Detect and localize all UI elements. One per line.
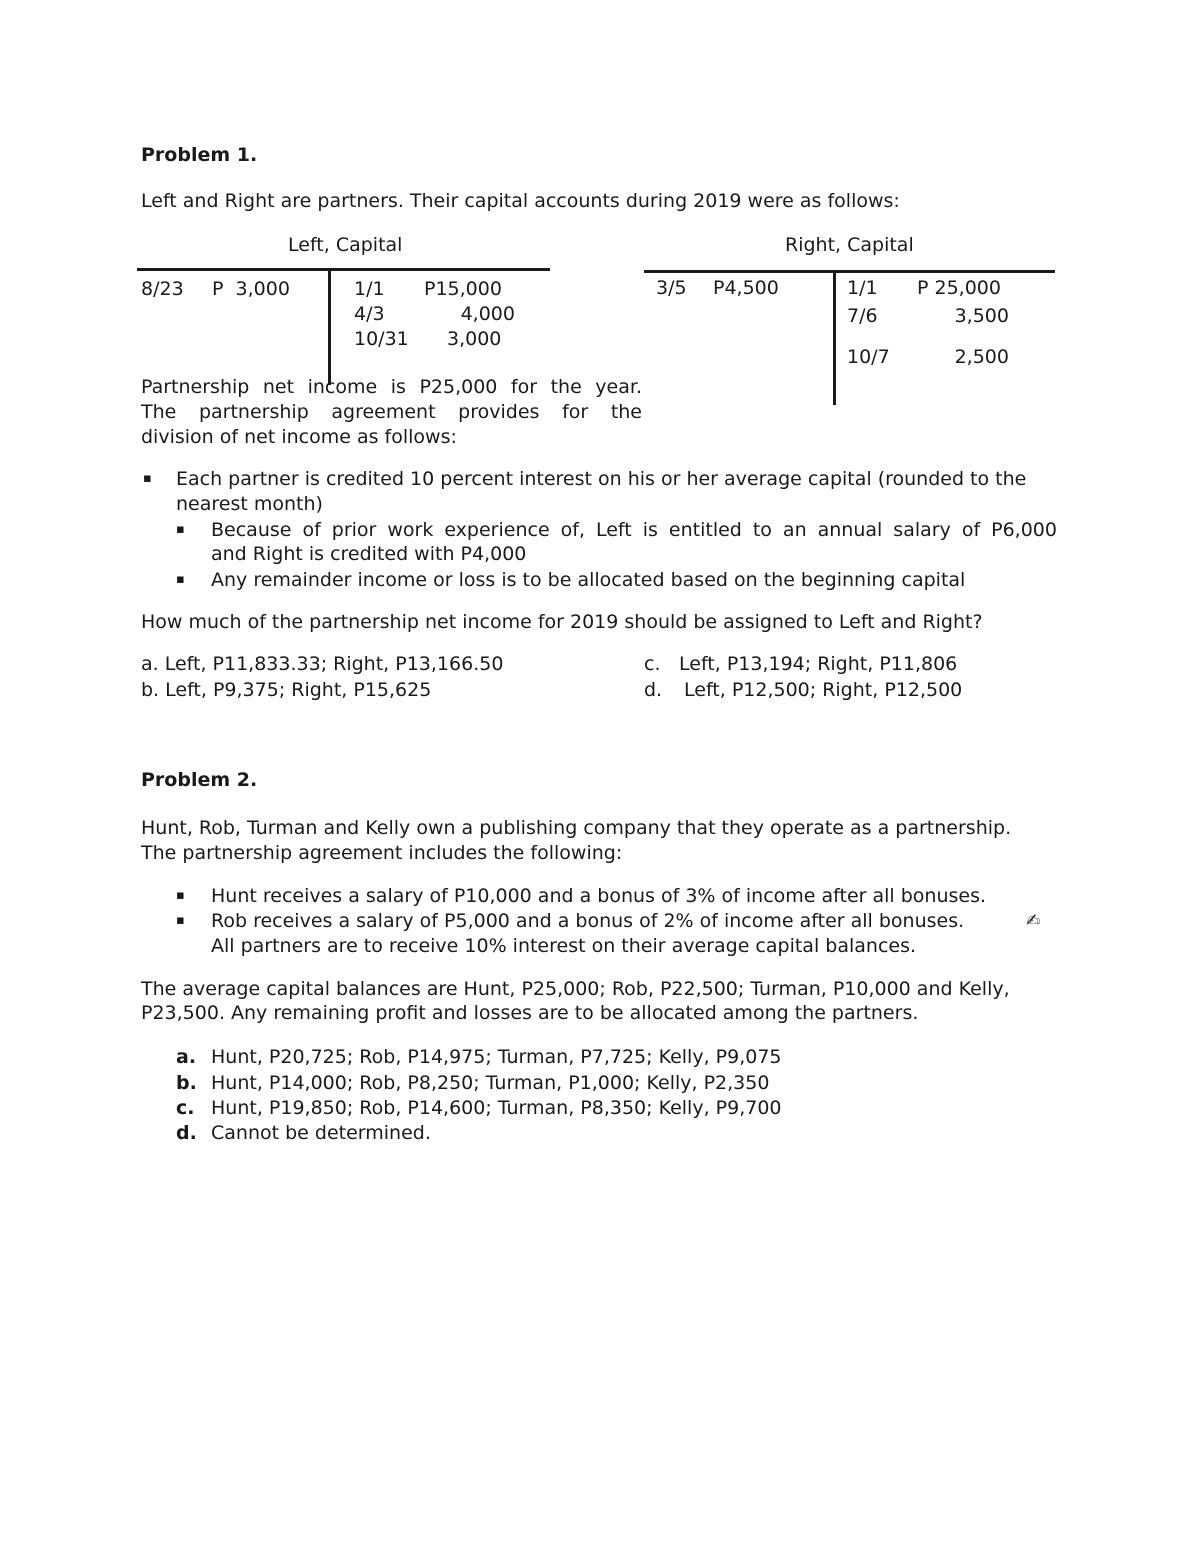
net-income-line: Partnership net income is P25,000 for the year.: [141, 376, 642, 398]
left-debit-amount: P 3,000: [212, 278, 290, 300]
problem2-choice-text: Hunt, P19,850; Rob, P14,600; Turman, P8,350; Kelly, P9,700: [211, 1097, 782, 1119]
right-account-title: Right, Capital: [785, 234, 914, 256]
right-credit-amount: 3,500: [954, 305, 1009, 327]
bullet-icon: ▪: [176, 913, 185, 928]
problem2-choice-letter: c.: [176, 1097, 195, 1119]
right-credit-amount: P 25,000: [917, 277, 1001, 299]
left-credit-date: 4/3: [354, 303, 385, 325]
problem2-title: Problem 2.: [141, 769, 258, 791]
problem1-choice-d-letter: d.: [644, 679, 663, 701]
right-debit-amount: P4,500: [713, 277, 779, 299]
problem1-bullet-text: nearest month): [176, 493, 323, 515]
problem1-title: Problem 1.: [141, 144, 258, 166]
bullet-icon: ▪: [143, 471, 152, 486]
left-credit-date: 10/31: [354, 328, 409, 350]
problem2-bullet-text: Hunt receives a salary of P10,000 and a bonus of 3% of income after all bonuses.: [211, 885, 987, 907]
right-credit-date: 1/1: [847, 277, 878, 299]
right-credit-date: 10/7: [847, 346, 890, 368]
problem1-bullet-text: and Right is credited with P4,000: [211, 543, 527, 565]
problem1-choice-c-letter: c.: [644, 653, 661, 675]
problem1-intro: Left and Right are partners. Their capital accounts during 2019 were as follows:: [141, 190, 900, 212]
problem2-balances: P23,500. Any remaining profit and losses are to be allocated among the partners.: [141, 1002, 919, 1024]
right-credit-date: 7/6: [847, 305, 878, 327]
left-credit-amount: 4,000: [460, 303, 515, 325]
pointing-hand-icon: ✍: [1026, 911, 1041, 931]
right-account-center-rule: [833, 272, 836, 405]
left-account-title: Left, Capital: [288, 234, 403, 256]
left-debit-date: 8/23: [141, 278, 184, 300]
problem2-bullet-text: All partners are to receive 10% interest on their average capital balances.: [211, 935, 917, 957]
problem1-bullet-text: Any remainder income or loss is to be allocated based on the beginning capital: [211, 569, 966, 591]
problem1-choice-a: a. Left, P11,833.33; Right, P13,166.50: [141, 653, 504, 675]
problem1-question: How much of the partnership net income for 2019 should be assigned to Left and Right?: [141, 611, 983, 633]
problem1-bullet-text: Each partner is credited 10 percent interest on his or her average capital (rounded to the: [176, 468, 1027, 490]
right-debit-date: 3/5: [656, 277, 687, 299]
left-account-top-rule: [137, 268, 550, 271]
bullet-icon: ▪: [176, 572, 185, 587]
problem2-intro: The partnership agreement includes the following:: [141, 842, 623, 864]
left-credit-amount: 3,000: [447, 328, 502, 350]
problem2-choice-letter: a.: [176, 1046, 197, 1068]
bullet-icon: ▪: [176, 522, 185, 537]
problem1-choice-d-text: Left, P12,500; Right, P12,500: [684, 679, 963, 701]
left-credit-date: 1/1: [354, 278, 385, 300]
problem2-choice-text: Hunt, P14,000; Rob, P8,250; Turman, P1,000; Kelly, P2,350: [211, 1072, 770, 1094]
right-account-top-rule: [644, 270, 1055, 273]
right-credit-amount: 2,500: [954, 346, 1009, 368]
problem1-bullet-text: Because of prior work experience of, Left is entitled to an annual salary of P6,000: [211, 519, 1057, 541]
problem2-choice-letter: d.: [176, 1122, 197, 1144]
problem2-bullet-text: Rob receives a salary of P5,000 and a bonus of 2% of income after all bonuses.: [211, 910, 965, 932]
problem2-intro: Hunt, Rob, Turman and Kelly own a publishing company that they operate as a partnership.: [141, 817, 1012, 839]
net-income-line: division of net income as follows:: [141, 426, 457, 448]
problem2-choice-text: Hunt, P20,725; Rob, P14,975; Turman, P7,725; Kelly, P9,075: [211, 1046, 782, 1068]
problem2-balances: The average capital balances are Hunt, P25,000; Rob, P22,500; Turman, P10,000 and Kelly,: [141, 978, 1010, 1000]
left-account-center-rule: [328, 270, 331, 385]
bullet-icon: ▪: [176, 888, 185, 903]
problem2-choice-letter: b.: [176, 1072, 197, 1094]
net-income-line: The partnership agreement provides for the: [141, 401, 642, 423]
problem1-choice-b: b. Left, P9,375; Right, P15,625: [141, 679, 432, 701]
left-credit-amount: P15,000: [424, 278, 502, 300]
problem1-choice-c-text: Left, P13,194; Right, P11,806: [679, 653, 958, 675]
problem2-choice-text: Cannot be determined.: [211, 1122, 431, 1144]
